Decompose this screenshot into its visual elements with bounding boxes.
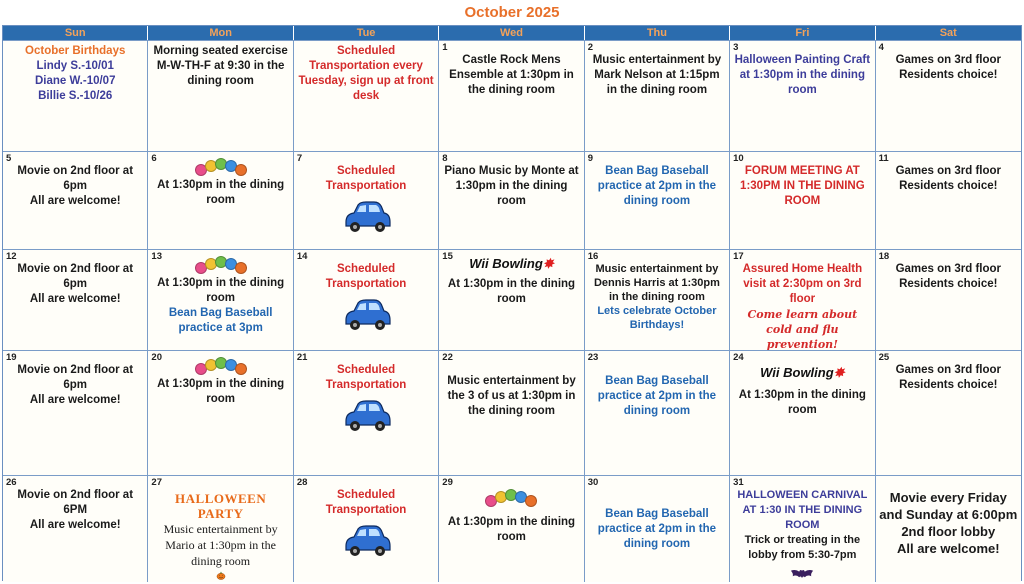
bingo-balls-icon	[196, 256, 246, 274]
calendar-cell-day	[439, 249, 584, 350]
day-number: 27	[151, 477, 162, 488]
event-text: Scheduled Transportation	[325, 489, 407, 516]
car-icon	[340, 200, 392, 234]
calendar-cell-day	[294, 475, 439, 582]
day-number: 16	[587, 251, 599, 262]
event-text: All are welcome!	[29, 195, 121, 207]
event-text: At 1:30pm in the dining room	[157, 277, 285, 304]
day-header-sun: Sun	[3, 26, 148, 40]
halloween-carnival-title: HALLOWEEN CARNIVAL AT 1:30 IN THE DINING ROOM	[737, 489, 868, 531]
event-text: At 1:30pm in the dining room	[157, 378, 285, 405]
event-text: Assured Home Health visit at 2:30pm on 3rd floor	[742, 263, 863, 305]
day-number: 20	[151, 352, 162, 363]
bingo-balls-icon	[486, 489, 536, 507]
event-text: FORUM MEETING AT 1:30PM IN THE DINING ROOM	[740, 165, 865, 207]
event-text: Games on 3rd floor	[895, 263, 1001, 275]
day-number: 10	[733, 153, 744, 164]
day-header-wed: Wed	[439, 26, 584, 40]
day-number: 11	[878, 153, 889, 164]
event-text: Games on 3rd floor	[895, 54, 1001, 66]
event-text: All are welcome!	[29, 293, 121, 305]
day-number: 5	[6, 153, 12, 164]
calendar-cell-day	[439, 475, 584, 582]
calendar-cell-day	[148, 350, 293, 475]
event-text: Piano Music by Monte at 1:30pm in the dining room	[444, 165, 579, 207]
birthdays-title: October Birthdays	[25, 45, 126, 57]
wii-bowling-logo: Wii Bowling✸	[760, 365, 845, 380]
pumpkin-icon	[211, 571, 231, 580]
event-text: Bean Bag Baseball practice at 2pm in the dining room	[597, 375, 717, 417]
calendar-cell-movie-note	[876, 475, 1021, 582]
day-header-sat: Sat	[876, 26, 1021, 40]
event-text: Bean Bag Baseball practice at 3pm	[168, 307, 273, 334]
event-text: Lets celebrate October Birthdays!	[597, 305, 717, 331]
day-number: 24	[733, 352, 744, 363]
calendar-cell-day	[876, 151, 1021, 249]
event-text: Movie on 2nd floor at 6pm	[17, 263, 134, 290]
day-number: 3	[733, 42, 739, 53]
event-text: All are welcome!	[29, 394, 121, 406]
event-text: Movie every Friday and Sunday at 6:00pm 2nd floor lobby	[879, 490, 1018, 539]
day-number: 19	[6, 352, 17, 363]
day-header-thu: Thu	[585, 26, 730, 40]
bingo-balls-icon	[196, 357, 246, 375]
day-number: 29	[442, 477, 453, 488]
bat-icon	[789, 567, 815, 580]
event-text: Scheduled Transportation	[325, 364, 407, 391]
calendar-cell-exercise-note	[148, 40, 293, 151]
calendar-cell-day	[439, 151, 584, 249]
day-number: 6	[151, 153, 157, 164]
event-text: Castle Rock Mens Ensemble at 1:30pm in the dining room	[449, 54, 574, 96]
day-number: 31	[733, 477, 744, 488]
event-text: Music entertainment by Mario at 1:30pm in the dining room	[163, 522, 278, 568]
day-number: 17	[733, 251, 744, 262]
event-text: Movie on 2nd floor at 6pm	[17, 165, 134, 192]
day-number: 23	[587, 352, 599, 363]
calendar-cell-day	[585, 40, 730, 151]
day-number: 1	[442, 42, 448, 53]
calendar-cell-day	[439, 40, 584, 151]
calendar-cell-day	[585, 475, 730, 582]
event-text: Residents choice!	[899, 180, 998, 192]
bingo-balls-icon	[196, 158, 246, 176]
day-number: 28	[296, 477, 308, 488]
calendar-cell-day	[876, 350, 1021, 475]
calendar-cell-day	[730, 249, 875, 350]
wii-bowling-logo-text: Wii Bowling	[469, 256, 543, 271]
event-text: All are welcome!	[29, 519, 121, 531]
calendar-cell-day	[3, 475, 148, 582]
calendar-cell-day	[585, 151, 730, 249]
event-text: Movie on 2nd floor at 6pm	[17, 364, 134, 391]
birthday-entry: Billie S.-10/26	[38, 90, 113, 102]
halloween-party-title: HALLOWEEN PARTY	[175, 491, 267, 521]
day-number: 13	[151, 251, 162, 262]
event-text: At 1:30pm in the dining room	[738, 389, 866, 416]
calendar-cell-day	[730, 40, 875, 151]
birthday-entry: Diane W.-10/07	[34, 75, 116, 87]
day-number: 7	[296, 153, 303, 164]
calendar-cell-day	[876, 40, 1021, 151]
event-text: Games on 3rd floor	[895, 165, 1001, 177]
day-header-mon: Mon	[148, 26, 293, 40]
event-text: Trick or treating in the lobby from 5:30-7pm	[744, 534, 861, 561]
day-number: 15	[442, 251, 453, 262]
calendar-cell-day	[439, 350, 584, 475]
wii-bowling-logo: Wii Bowling✸	[469, 256, 554, 271]
car-icon	[340, 524, 392, 558]
calendar-cell-day	[3, 350, 148, 475]
event-text: Movie on 2nd floor at 6PM	[17, 489, 134, 516]
event-text: Come learn about cold and flu prevention!	[747, 308, 858, 350]
event-text: Residents choice!	[899, 278, 998, 290]
day-number: 18	[878, 251, 890, 262]
event-text: Residents choice!	[899, 69, 998, 81]
event-text: Music entertainment by the 3 of us at 1:30pm in the dining room	[447, 375, 576, 417]
calendar-grid	[2, 25, 1022, 581]
event-text: All are welcome!	[896, 541, 1000, 556]
event-text: Music entertainment by Dennis Harris at 1:30pm in the dining room	[593, 263, 720, 303]
calendar-cell-day	[3, 151, 148, 249]
calendar-cell-day	[148, 249, 293, 350]
day-number: 2	[587, 42, 593, 53]
event-text: Halloween Painting Craft at 1:30pm in the dining room	[734, 54, 871, 96]
event-text: Scheduled Transportation	[325, 165, 407, 192]
calendar-cell-day	[730, 350, 875, 475]
day-number: 30	[587, 477, 599, 488]
day-number: 22	[442, 352, 453, 363]
calendar-cell-birthdays	[3, 40, 148, 151]
day-number: 14	[296, 251, 308, 262]
calendar-cell-transport-note	[294, 40, 439, 151]
birthday-entry: Lindy S.-10/01	[36, 60, 114, 72]
event-text: Bean Bag Baseball practice at 2pm in the dining room	[597, 508, 717, 550]
calendar-cell-day	[585, 249, 730, 350]
calendar-cell-day	[876, 249, 1021, 350]
calendar-cell-day	[148, 475, 293, 582]
day-number: 8	[442, 153, 448, 164]
calendar-title: October 2025	[464, 4, 560, 21]
calendar-cell-day	[3, 249, 148, 350]
calendar-cell-day	[294, 350, 439, 475]
day-number: 26	[6, 477, 17, 488]
event-text: Scheduled Transportation every Tuesday, sign up at front desk	[298, 45, 434, 102]
day-number: 9	[587, 153, 593, 164]
day-number: 4	[878, 42, 884, 53]
day-number: 25	[878, 352, 890, 363]
event-text: Residents choice!	[899, 379, 998, 391]
event-text: At 1:30pm in the dining room	[447, 516, 576, 543]
car-icon	[340, 298, 392, 332]
calendar-cell-day	[294, 151, 439, 249]
day-header-tue: Tue	[294, 26, 439, 40]
calendar-cell-day	[730, 151, 875, 249]
day-number: 12	[6, 251, 17, 262]
event-text: Games on 3rd floor	[895, 364, 1001, 376]
event-text: Scheduled Transportation	[325, 263, 407, 290]
event-text: Music entertainment by Mark Nelson at 1:15pm in the dining room	[592, 54, 722, 96]
calendar-cell-day	[730, 475, 875, 582]
event-text: Morning seated exercise M-W-TH-F at 9:30 in the dining room	[153, 45, 288, 87]
calendar-cell-day	[294, 249, 439, 350]
event-text: At 1:30pm in the dining room	[157, 179, 285, 206]
day-header-fri: Fri	[730, 26, 875, 40]
car-icon	[340, 399, 392, 433]
event-text: At 1:30pm in the dining room	[447, 278, 576, 305]
calendar-cell-day	[148, 151, 293, 249]
calendar-cell-day	[585, 350, 730, 475]
day-number: 21	[296, 352, 308, 363]
event-text: Bean Bag Baseball practice at 2pm in the dining room	[597, 165, 717, 207]
wii-bowling-logo-text: Wii Bowling	[760, 365, 834, 380]
